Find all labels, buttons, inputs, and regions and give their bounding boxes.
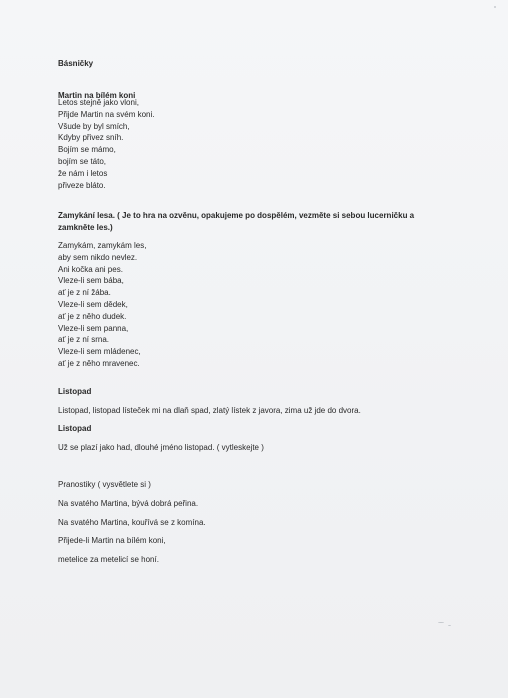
poem-line: Kdyby přivez sníh.	[58, 133, 124, 143]
poem-line: ať je z ní žába.	[58, 288, 111, 298]
scan-speck	[438, 622, 444, 623]
poem-listopad-2-text: Už se plazí jako had, dlouhé jméno listopad. ( vytleskejte )	[58, 443, 264, 452]
poem-line: bojím se táto,	[58, 156, 107, 166]
poem-line: že nám i letos	[58, 168, 108, 178]
poem-line: Ani kočka ani pes.	[58, 264, 123, 274]
poem-zamykani-lines	[58, 240, 146, 370]
saying-item: Na svatého Martina, bývá dobrá peřina.	[58, 499, 199, 508]
poem-line: ať je z něho dudek.	[58, 311, 127, 321]
poem-title-zamykani: Zamykání lesa. ( Je to hra na ozvěnu, opakujeme po dospělém, vezměte si sebou lucerničku a	[58, 211, 415, 220]
poem-line: Přijde Martin na svém koni.	[58, 109, 155, 119]
poem-line: aby sem nikdo nevlez.	[58, 252, 138, 262]
scan-speck	[494, 6, 496, 8]
saying-item: Přijede-li Martin na bílém koni,	[58, 536, 166, 545]
scan-speck	[448, 625, 451, 626]
poem-title-listopad-2: Listopad	[58, 424, 92, 433]
poem-line: přiveze bláto.	[58, 180, 106, 190]
poem-line: Všude by byl smích,	[58, 121, 130, 131]
poem-line: Zamykám, zamykám les,	[58, 241, 147, 250]
document-heading: Básničky	[58, 59, 94, 68]
saying-item: Na svatého Martina, kouřívá se z komína.	[58, 518, 206, 527]
poem-line: ať je z ní srna.	[58, 335, 110, 345]
poem-title-martin: Martin na bílém koni	[58, 91, 136, 100]
poem-line: Vleze-li sem bába,	[58, 276, 124, 286]
poem-line: Letos stejně jako vloni,	[58, 98, 139, 107]
poem-listopad-1-text: Listopad, listopad lísteček mi na dlaň spad, zlatý lístek z javora, zima už jde do dvora.	[58, 406, 361, 415]
poem-line: ať je z něho mravenec.	[58, 358, 140, 368]
poem-line: Bojím se mámo,	[58, 145, 116, 155]
poem-title-listopad-1: Listopad	[58, 387, 92, 396]
poem-martin-lines	[58, 97, 154, 191]
poem-title-zamykani-cont: zamkněte les.)	[58, 223, 113, 232]
poem-line: Vleze-li sem panna,	[58, 323, 129, 333]
poem-line: Vleze-li sem mládenec,	[58, 347, 141, 357]
sayings-title: Pranostiky ( vysvětlete si )	[58, 480, 151, 489]
poem-line: Vleze-li sem dědek,	[58, 299, 128, 309]
saying-item: metelice za metelicí se honí.	[58, 555, 159, 564]
